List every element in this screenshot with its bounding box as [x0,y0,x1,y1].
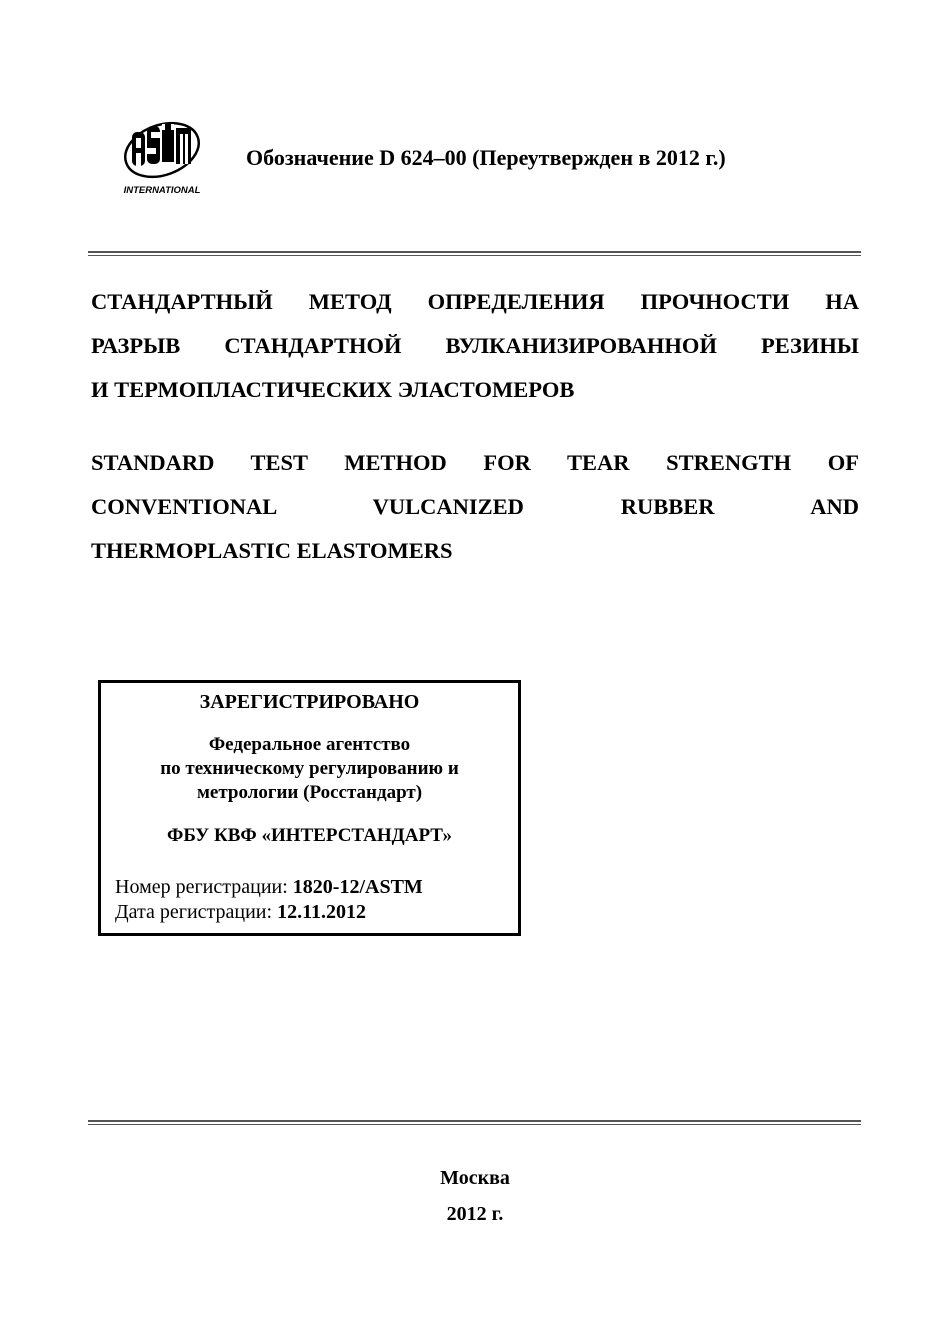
title-ru-line: СТАНДАРТНЫЙ МЕТОД ОПРЕДЕЛЕНИЯ ПРОЧНОСТИ НА [91,289,859,314]
title-en-line: CONVENTIONAL VULCANIZED RUBBER AND [91,494,859,519]
agency-line: по техническому регулированию и [160,758,459,779]
registration-date-value: 12.11.2012 [277,901,366,923]
registration-date-label: Дата регистрации: [115,901,278,923]
publication-year: 2012 г. [446,1203,504,1225]
astm-logo-icon [120,118,206,198]
registration-date [115,901,366,924]
title-en-line: THERMOPLASTIC ELASTOMERS [91,538,453,563]
title-ru-line: И ТЕРМОПЛАСТИЧЕСКИХ ЭЛАСТОМЕРОВ [91,377,575,402]
bottom-divider [88,1120,861,1125]
title-english [91,441,859,573]
top-divider [88,251,861,256]
registration-number [115,876,423,899]
agency-line: метрологии (Росстандарт) [196,782,423,803]
astm-logo [120,118,206,198]
publication-city: Москва [440,1167,510,1189]
registration-number-value: 1820-12/ASTM [292,876,423,898]
document-designation: Обозначение D 624–00 (Переутвержден в 2012 г.) [246,145,726,170]
agency-line: Федеральное агентство [208,734,411,755]
title-en-line: STANDARD TEST METHOD FOR TEAR STRENGTH OF [91,450,859,475]
registration-agency [101,733,518,805]
title-ru-line: РАЗРЫВ СТАНДАРТНОЙ ВУЛКАНИЗИРОВАННОЙ РЕЗИНЫ [91,333,859,358]
registration-box [98,680,521,936]
title-russian [91,280,859,412]
registration-heading: ЗАРЕГИСТРИРОВАНО [199,691,420,713]
logo-subtext: INTERNATIONAL [123,185,201,196]
registration-organization: ФБУ КВФ «ИНТЕРСТАНДАРТ» [167,825,452,846]
registration-number-label: Номер регистрации: [115,876,293,898]
